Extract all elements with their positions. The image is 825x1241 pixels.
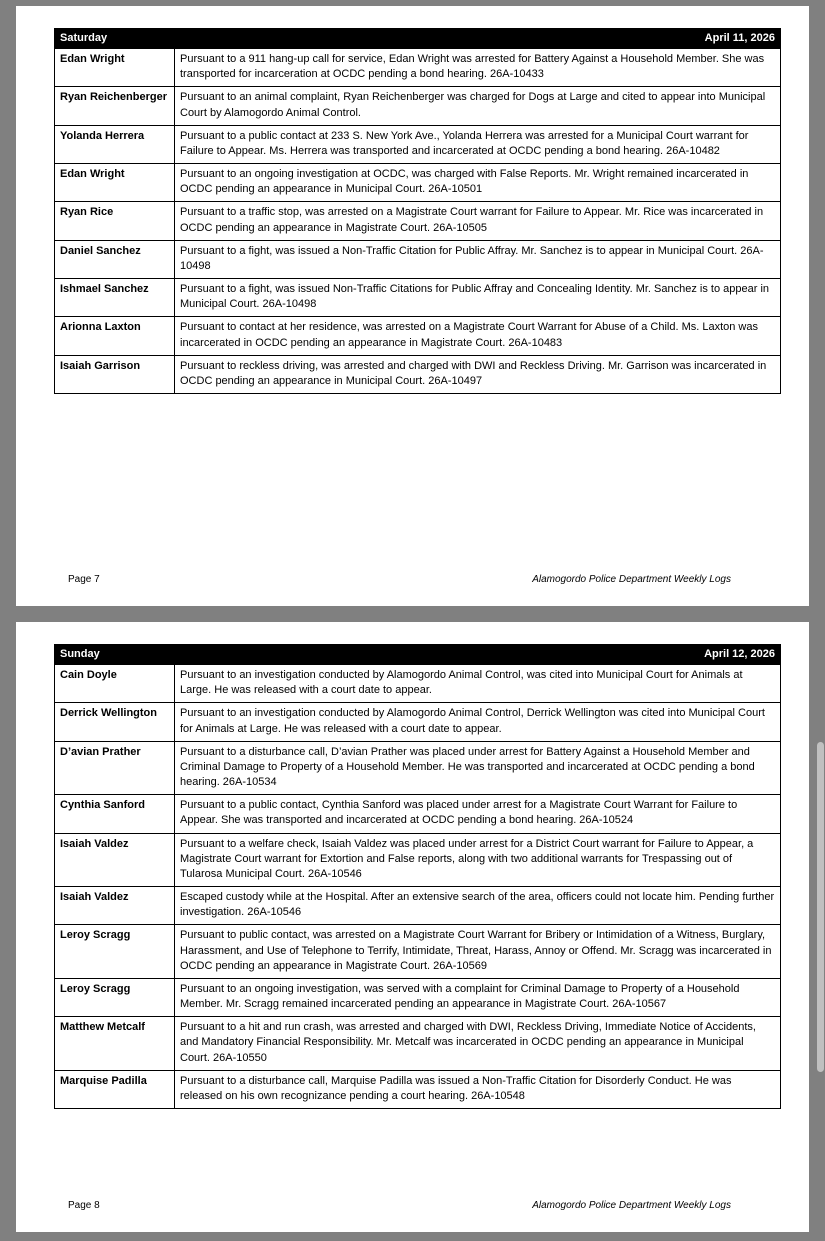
table-row bbox=[55, 665, 781, 703]
entry-name: Edan Wright bbox=[55, 49, 175, 87]
entry-detail: Pursuant to an investigation conducted by Alamogordo Animal Control, was cited into Municipal Court for Animals at Large. He was released with a court date to appear. bbox=[175, 665, 781, 703]
table-row bbox=[55, 703, 781, 741]
entry-name: Leroy Scragg bbox=[55, 978, 175, 1016]
entry-detail: Pursuant to a disturbance call, Marquise Padilla was issued a Non-Traffic Citation for Disorderly Conduct. He was released on his own recognizance pending a court hearing. 26A-10548 bbox=[175, 1070, 781, 1108]
table-row bbox=[55, 795, 781, 833]
table-row bbox=[55, 925, 781, 979]
document-page-7 bbox=[16, 6, 809, 606]
table-row bbox=[55, 355, 781, 393]
entry-detail: Pursuant to a public contact at 233 S. New York Ave., Yolanda Herrera was arrested for a Municipal Court warrant for Failure to Appear. Ms. Herrera was transported and incarcerated at OCDC pending a bond hearing. 26A-10482 bbox=[175, 125, 781, 163]
entry-name: Matthew Metcalf bbox=[55, 1017, 175, 1071]
document-page-8 bbox=[16, 622, 809, 1232]
day-header: Saturday bbox=[55, 29, 175, 49]
date-header: April 11, 2026 bbox=[175, 29, 781, 49]
table-row bbox=[55, 741, 781, 795]
table-row bbox=[55, 833, 781, 887]
entry-name: Isaiah Valdez bbox=[55, 833, 175, 887]
daily-log-table bbox=[54, 28, 781, 394]
table-row bbox=[55, 87, 781, 125]
table-row bbox=[55, 202, 781, 240]
entry-detail: Pursuant to a welfare check, Isaiah Valdez was placed under arrest for a District Court warrant for Failure to Appear, a Magistrate Court warrant for Extortion and False reports, along with two additional warrants for Trespassing out of Tularosa Municipal Court. 26A-10546 bbox=[175, 833, 781, 887]
entry-detail: Pursuant to a hit and run crash, was arrested and charged with DWI, Reckless Driving, Immediate Notice of Accidents, and Mandatory Financial Responsibility. Mr. Metcalf was incarcerated in OCDC pending an appearance in Municipal Court. 26A-10550 bbox=[175, 1017, 781, 1071]
entry-name: Ishmael Sanchez bbox=[55, 279, 175, 317]
page-footer bbox=[54, 1200, 771, 1214]
entry-detail: Pursuant to a 911 hang-up call for service, Edan Wright was arrested for Battery Against a Household Member. She was transported for incarceration at OCDC pending a bond hearing. 26A-10433 bbox=[175, 49, 781, 87]
entry-detail: Pursuant to an ongoing investigation, was served with a complaint for Criminal Damage to Property of a Household Member. Mr. Scragg remained incarcerated pending an appearance in Magistrate Court. 26A-10567 bbox=[175, 978, 781, 1016]
entry-name: Edan Wright bbox=[55, 164, 175, 202]
page-number: Page 7 bbox=[68, 574, 100, 585]
page-whitespace bbox=[54, 394, 771, 544]
table-row bbox=[55, 317, 781, 355]
entry-name: Ryan Reichenberger bbox=[55, 87, 175, 125]
page-number: Page 8 bbox=[68, 1200, 100, 1211]
table-row bbox=[55, 49, 781, 87]
entry-name: Cynthia Sanford bbox=[55, 795, 175, 833]
table-row bbox=[55, 1070, 781, 1108]
vertical-scrollbar[interactable] bbox=[816, 0, 825, 1241]
entry-name: Daniel Sanchez bbox=[55, 240, 175, 278]
entry-detail: Escaped custody while at the Hospital. After an extensive search of the area, officers could not locate him. Pending further investigation. 26A-10546 bbox=[175, 887, 781, 925]
entry-name: Arionna Laxton bbox=[55, 317, 175, 355]
entry-detail: Pursuant to contact at her residence, was arrested on a Magistrate Court Warrant for Abuse of a Child. Ms. Laxton was incarcerated in OCDC pending an appearance in Magistrate Court. 26A-10483 bbox=[175, 317, 781, 355]
table-row bbox=[55, 887, 781, 925]
entry-name: Cain Doyle bbox=[55, 665, 175, 703]
entry-name: Yolanda Herrera bbox=[55, 125, 175, 163]
table-header-row bbox=[55, 645, 781, 665]
table-row bbox=[55, 125, 781, 163]
entry-detail: Pursuant to a public contact, Cynthia Sanford was placed under arrest for a Magistrate Court Warrant for Failure to Appear. She was transported and incarcerated at OCDC pending a bond hearing. 26A-10524 bbox=[175, 795, 781, 833]
entry-detail: Pursuant to reckless driving, was arrested and charged with DWI and Reckless Driving. Mr. Garrison was incarcerated in OCDC pending an appearance in Municipal Court. 26A-10497 bbox=[175, 355, 781, 393]
page-footer bbox=[54, 574, 771, 588]
entry-detail: Pursuant to a fight, was issued Non-Traffic Citations for Public Affray and Concealing Identity. Mr. Sanchez is to appear in Municipal Court. 26A-10498 bbox=[175, 279, 781, 317]
entry-name: Leroy Scragg bbox=[55, 925, 175, 979]
date-header: April 12, 2026 bbox=[175, 645, 781, 665]
entry-name: Ryan Rice bbox=[55, 202, 175, 240]
table-row bbox=[55, 240, 781, 278]
entry-name: D’avian Prather bbox=[55, 741, 175, 795]
entry-detail: Pursuant to an animal complaint, Ryan Reichenberger was charged for Dogs at Large and cited to appear into Municipal Court by Alamogordo Animal Control. bbox=[175, 87, 781, 125]
entry-detail: Pursuant to a fight, was issued a Non-Traffic Citation for Public Affray. Mr. Sanchez is to appear in Municipal Court. 26A-10498 bbox=[175, 240, 781, 278]
table-header-row bbox=[55, 29, 781, 49]
entry-detail: Pursuant to an ongoing investigation at OCDC, was charged with False Reports. Mr. Wright remained incarcerated in OCDC pending an appearance in Municipal Court. 26A-10501 bbox=[175, 164, 781, 202]
entry-detail: Pursuant to public contact, was arrested on a Magistrate Court Warrant for Bribery or Intimidation of a Witness, Burglary, Harassment, and Use of Telephone to Terrify, Intimidate, Threat, Harass, Annoy or Offend. Mr. Scragg was incarcerated in OCDC pending an appearance in Magistrate Court. 26A-10569 bbox=[175, 925, 781, 979]
scrollbar-thumb[interactable] bbox=[817, 742, 824, 1072]
page-whitespace bbox=[54, 1109, 771, 1149]
entry-name: Isaiah Garrison bbox=[55, 355, 175, 393]
entry-name: Isaiah Valdez bbox=[55, 887, 175, 925]
footer-document-title: Alamogordo Police Department Weekly Logs bbox=[532, 1200, 731, 1211]
table-row bbox=[55, 279, 781, 317]
entry-detail: Pursuant to a disturbance call, D’avian Prather was placed under arrest for Battery Against a Household Member and Criminal Damage to Property of a Household Member. He was transported and incarcerated at OCDC pending a bond hearing. 26A-10534 bbox=[175, 741, 781, 795]
entry-name: Marquise Padilla bbox=[55, 1070, 175, 1108]
table-row bbox=[55, 164, 781, 202]
footer-document-title: Alamogordo Police Department Weekly Logs bbox=[532, 574, 731, 585]
entry-detail: Pursuant to a traffic stop, was arrested on a Magistrate Court warrant for Failure to Appear. Mr. Rice was incarcerated in OCDC pending an appearance in Magistrate Court. 26A-10505 bbox=[175, 202, 781, 240]
entry-name: Derrick Wellington bbox=[55, 703, 175, 741]
entry-detail: Pursuant to an investigation conducted by Alamogordo Animal Control, Derrick Wellington was cited into Municipal Court for Animals at Large. He was released with a court date to appear. bbox=[175, 703, 781, 741]
table-row bbox=[55, 1017, 781, 1071]
day-header: Sunday bbox=[55, 645, 175, 665]
daily-log-table bbox=[54, 644, 781, 1109]
table-row bbox=[55, 978, 781, 1016]
